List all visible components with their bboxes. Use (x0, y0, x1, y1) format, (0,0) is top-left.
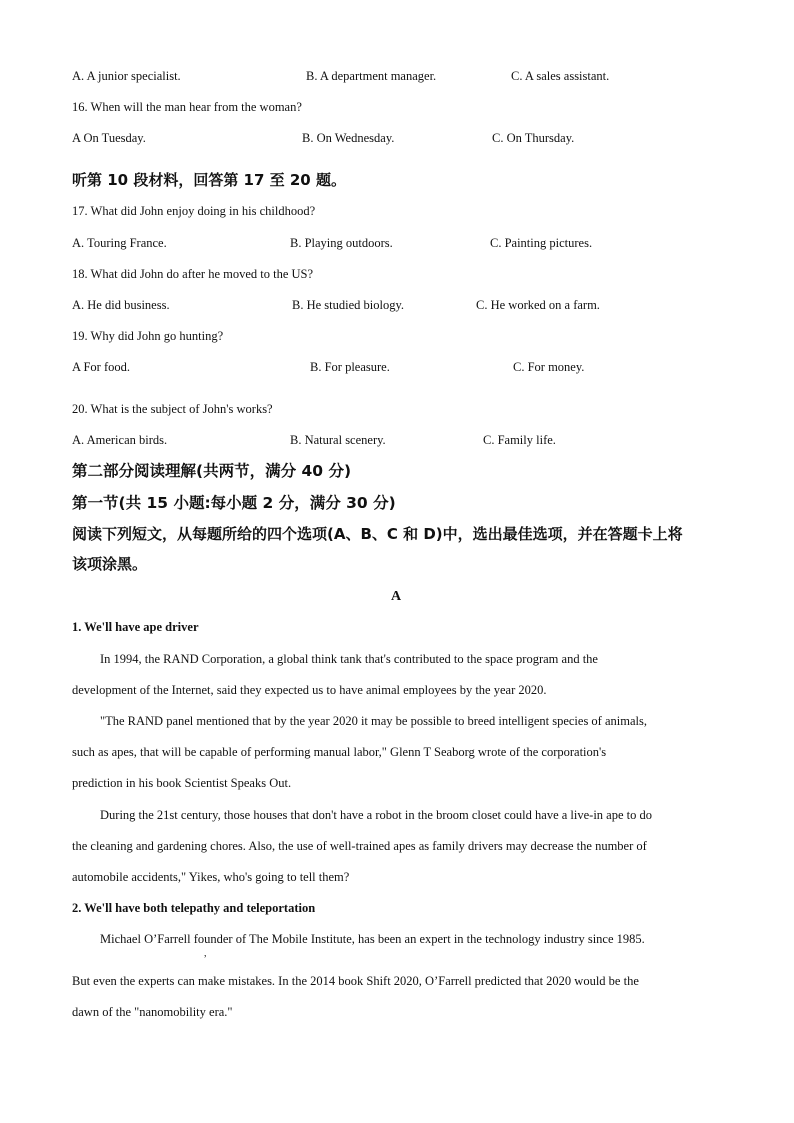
q15-option-a: A. A junior specialist. (72, 69, 181, 83)
paragraph-3-line-2: the cleaning and gardening chores. Also, the use of well-trained apes as family drivers may decrease the number of (72, 839, 647, 853)
q20-question: 20. What is the subject of John's works? (72, 402, 273, 416)
q16-option-a: A On Tuesday. (72, 131, 146, 145)
item-2-title: 2. We'll have both telepathy and teleportation (72, 901, 316, 915)
q17-option-b: B. Playing outdoors. (290, 236, 393, 250)
paragraph-1-line-1: In 1994, the RAND Corporation, a global think tank that's contributed to the space program and the (100, 652, 598, 666)
q19-option-a: A For food. (72, 360, 130, 374)
q17-question: 17. What did John enjoy doing in his childhood? (72, 204, 316, 218)
q19-option-b: B. For pleasure. (310, 360, 390, 374)
q20-option-b: B. Natural scenery. (290, 433, 386, 447)
paragraph-2-line-1: "The RAND panel mentioned that by the year 2020 it may be possible to breed intelligent species of animals, (100, 714, 647, 728)
q18-option-b: B. He studied biology. (292, 298, 405, 312)
q20-option-a: A. American birds. (72, 433, 168, 447)
instruction-line-1: 阅读下列短文，从每题所给的四个选项(A、B、C 和 D)中，选出最佳选项，并在答题卡上将 (72, 525, 683, 543)
paragraph-1-line-2: development of the Internet, said they expected us to have animal employees by the year 2020. (72, 683, 547, 697)
item-1-title: 1. We'll have ape driver (72, 620, 199, 634)
q17-option-a: A. Touring France. (72, 236, 167, 250)
q18-option-c: C. He worked on a farm. (476, 298, 600, 312)
paragraph-4-line-1: Michael O’Farrell founder of The Mobile Institute, has been an expert in the technology industry since 1985. (100, 932, 645, 946)
paragraph-2-line-3: prediction in his book Scientist Speaks Out. (72, 776, 292, 790)
q20-option-c: C. Family life. (483, 433, 556, 447)
paragraph-4-line-3: dawn of the "nanomobility era." (72, 1005, 233, 1019)
stray-comma: , (204, 948, 207, 959)
q16-question: 16. When will the man hear from the woman? (72, 100, 302, 114)
q16-option-b: B. On Wednesday. (302, 131, 395, 145)
q17-option-c: C. Painting pictures. (490, 236, 593, 250)
q18-question: 18. What did John do after he moved to the US? (72, 267, 314, 281)
q15-option-b: B. A department manager. (306, 69, 437, 83)
passage-label: A (391, 589, 402, 604)
paragraph-3-line-1: During the 21st century, those houses that don't have a robot in the broom closet could have a live-in ape to do (100, 808, 653, 822)
section-1-heading: 第一节(共 15 小题:每小题 2 分，满分 30 分) (72, 494, 396, 512)
paragraph-3-line-3: automobile accidents," Yikes, who's going to tell them? (72, 870, 350, 884)
paragraph-4-line-2: But even the experts can make mistakes. In the 2014 book Shift 2020, O’Farrell predicted that 2020 would be the (72, 974, 639, 988)
section-10-heading: 听第 10 段材料，回答第 17 至 20 题。 (72, 171, 346, 189)
instruction-line-2: 该项涂黑。 (72, 555, 148, 573)
part-2-heading: 第二部分阅读理解(共两节，满分 40 分) (72, 462, 352, 480)
q19-option-c: C. For money. (513, 360, 585, 374)
q15-option-c: C. A sales assistant. (511, 69, 610, 83)
q16-option-c: C. On Thursday. (492, 131, 575, 145)
paragraph-2-line-2: such as apes, that will be capable of performing manual labor," Glenn T Seaborg wrote of the corporation's (72, 745, 607, 759)
q18-option-a: A. He did business. (72, 298, 170, 312)
q19-question: 19. Why did John go hunting? (72, 329, 224, 343)
